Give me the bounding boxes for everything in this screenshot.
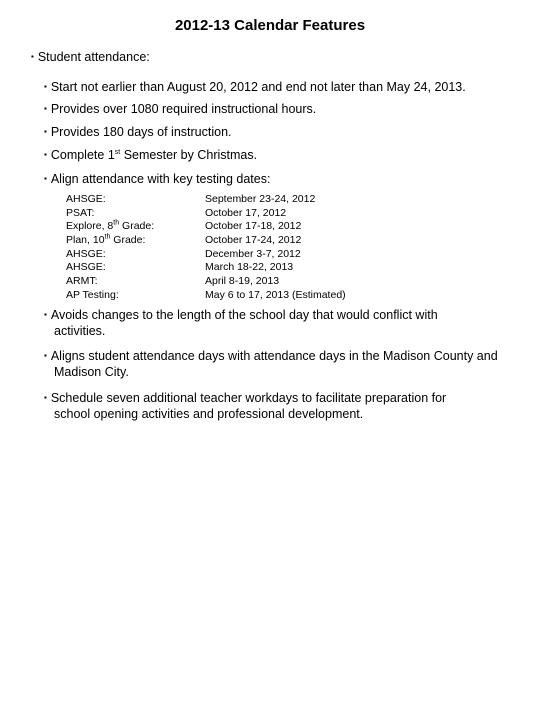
test-label: AHSGE:	[66, 247, 106, 260]
test-label: PSAT:	[66, 206, 95, 219]
test-date: December 3-7, 2012	[205, 247, 301, 260]
bullet-align-testing	[44, 171, 270, 187]
test-label: AHSGE:	[66, 193, 106, 205]
test-date: October 17, 2012	[205, 206, 287, 219]
bullet-icon: ▪	[44, 310, 47, 319]
semester-sup: st	[114, 148, 121, 156]
test-date: September 23-24, 2012	[205, 193, 316, 205]
bullet-text: Student attendance:	[37, 50, 150, 64]
test-date: October 17-24, 2012	[205, 234, 302, 247]
bullet-icon: ▪	[44, 127, 47, 136]
bullet-hours	[44, 101, 316, 117]
test-label: ARMT:	[66, 275, 98, 288]
semester-pre: Complete 1	[50, 148, 115, 162]
bullet-text: Provides over 1080 required instructional hours.	[50, 102, 317, 116]
test-label: Explore, 8th Grade:	[66, 219, 155, 233]
bullet-text: Aligns student attendance days with attendance days in the Madison County and Madison City.	[50, 349, 498, 379]
bullet-start-end	[44, 79, 466, 95]
bullet-text: Avoids changes to the length of the school day that would conflict with activities.	[50, 308, 438, 338]
bullet-avoids	[44, 307, 474, 339]
bullet-icon: ▪	[44, 82, 47, 91]
bullet-aligns	[44, 348, 504, 380]
bullet-days	[44, 124, 232, 140]
bullet-text: Provides 180 days of instruction.	[50, 125, 232, 139]
bullet-text: Start not earlier than August 20, 2012 and end not later than May 24, 2013.	[50, 80, 466, 94]
bullet-student-attendance	[31, 49, 150, 65]
bullet-semester	[44, 147, 257, 163]
bullet-schedule	[44, 390, 464, 422]
bullet-icon: ▪	[44, 174, 47, 183]
test-label: Plan, 10th Grade:	[66, 233, 146, 247]
test-date: March 18-22, 2013	[205, 261, 294, 274]
bullet-icon: ▪	[44, 150, 47, 159]
test-date: October 17-18, 2012	[205, 220, 302, 233]
bullet-icon: ▪	[44, 351, 47, 360]
semester-post: Semester by Christmas.	[120, 148, 258, 162]
bullet-icon: ▪	[44, 393, 47, 402]
bullet-text: Schedule seven additional teacher workdays to facilitate preparation for school opening activities and professional development.	[50, 391, 447, 421]
test-date: April 8-19, 2013	[205, 275, 280, 288]
test-date: May 6 to 17, 2013 (Estimated)	[205, 288, 346, 301]
page-title: 2012-13 Calendar Features	[174, 17, 366, 34]
bullet-icon: ▪	[31, 52, 34, 61]
test-label: AHSGE:	[66, 261, 106, 274]
test-label: AP Testing:	[66, 288, 119, 301]
bullet-text: Align attendance with key testing dates:	[50, 172, 271, 186]
bullet-icon: ▪	[44, 104, 47, 113]
